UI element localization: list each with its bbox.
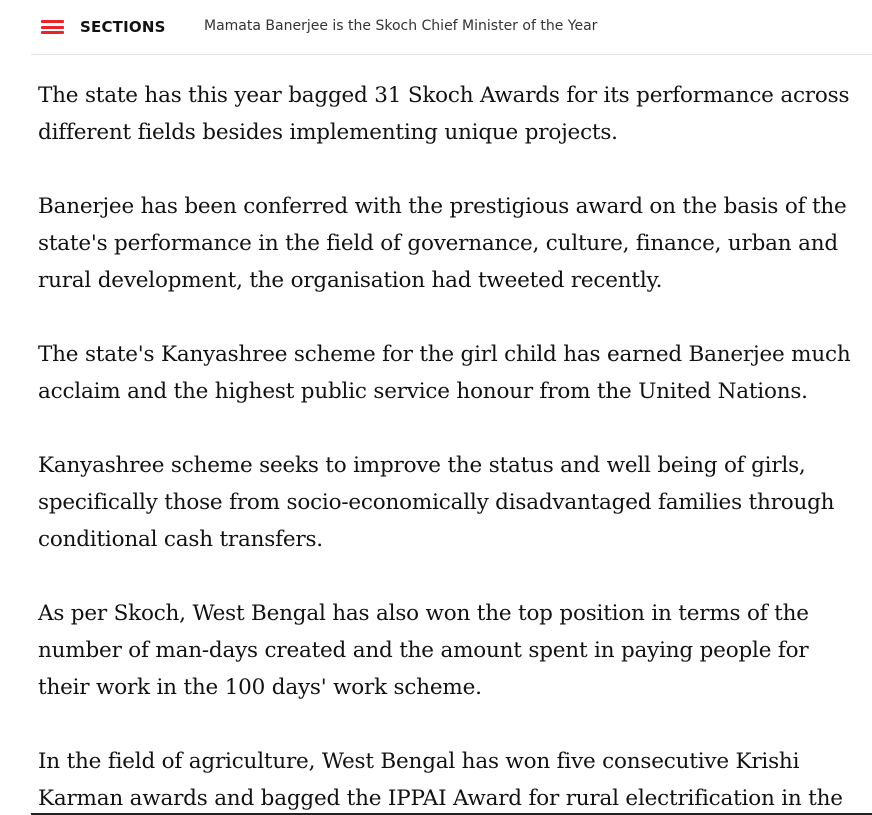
- article-body: [38, 77, 864, 815]
- article-paragraph: Banerjee has been conferred with the prestigious award on the basis of the state's performance in the field of governance, culture, finance, urban and rural development, the organisation had tweeted recently.: [38, 194, 847, 293]
- article-paragraph: In the field of agriculture, West Bengal has won five consecutive Krishi Karman awards and bagged the IPPAI Award for rural electrification in the: [38, 749, 843, 811]
- top-bar: [31, 0, 872, 55]
- article-paragraph: The state's Kanyashree scheme for the girl child has earned Banerjee much acclaim and the highest public service honour from the United Nations.: [38, 342, 851, 404]
- article-paragraph: The state has this year bagged 31 Skoch Awards for its performance across different fields besides implementing unique projects.: [38, 83, 850, 145]
- article-paragraph: Kanyashree scheme seeks to improve the status and well being of girls, specifically those from socio-economically disadvantaged families through conditional cash transfers.: [38, 453, 835, 552]
- sticky-headline: Mamata Banerjee is the Skoch Chief Minister of the Year: [204, 18, 598, 34]
- hamburger-menu-icon[interactable]: [41, 20, 64, 34]
- article-paragraph: As per Skoch, West Bengal has also won the top position in terms of the number of man-days created and the amount spent in paying people for their work in the 100 days' work scheme.: [38, 601, 809, 700]
- sections-menu-button[interactable]: [41, 15, 166, 39]
- sections-label[interactable]: SECTIONS: [80, 18, 166, 36]
